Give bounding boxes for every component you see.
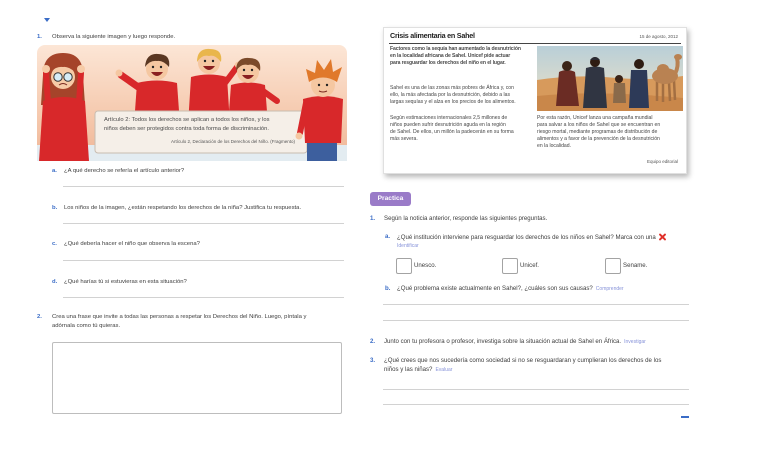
article-citation: Artículo 2, Declaración de los Derechos del Niño. (Fragmento): [170, 139, 295, 144]
child-4-eye: [251, 69, 253, 71]
boy-pants: [307, 141, 337, 161]
drawing-box[interactable]: [52, 342, 342, 414]
child-4-eye: [243, 69, 245, 71]
question-letter: a.: [385, 233, 391, 240]
news-paragraph-line: ello, la más afectada por la desnutrición, debido a las: [390, 92, 511, 98]
news-lead-line: para resguardar los derechos del niño en el lugar.: [390, 60, 506, 66]
girl-arm: [46, 73, 48, 103]
person-head: [634, 59, 644, 69]
child-body: [613, 83, 626, 103]
girl-hand: [77, 65, 85, 73]
article-text-line: Artículo 2: Todos los derechos se aplican a todos los niños, y los: [104, 117, 270, 123]
option-label: Unicef.: [520, 262, 539, 269]
answer-line[interactable]: [63, 260, 344, 261]
question-text: ¿A qué derecho se refería el artículo anterior?: [64, 168, 185, 174]
skill-label: Comprender: [595, 286, 624, 292]
child-2-eye: [152, 66, 154, 68]
question-letter: c.: [52, 241, 57, 247]
answer-line[interactable]: [383, 389, 689, 390]
news-lead-line: Factores como la sequía han aumentado la desnutrición: [390, 46, 521, 52]
practice-1-number: 1.: [370, 215, 376, 222]
option-checkbox-unesco[interactable]: [396, 258, 412, 274]
girl-figure: [39, 53, 89, 161]
answer-line[interactable]: [383, 320, 689, 321]
answer-line[interactable]: [63, 186, 344, 187]
woman-head: [562, 61, 572, 71]
question-text: ¿Qué harías tú si estuvieras en esta situación?: [64, 279, 187, 285]
news-lead-line: en la localidad africana de Sahel. Unicef pide actuar: [390, 53, 511, 59]
skill-label-row: [397, 242, 419, 250]
question-b-row: [397, 285, 624, 293]
boy-eye: [326, 84, 328, 86]
news-paragraph-line: alimentos y a favor de la prevención de la desnutrición: [537, 136, 660, 142]
child-head: [615, 75, 623, 83]
option-label: Sename.: [623, 262, 648, 269]
question-text: ¿Qué debería hacer el niño que observa la escena?: [64, 241, 200, 247]
article-text-line: niños deben ser protegidos contra toda forma de discriminación.: [104, 126, 269, 132]
boy-eye: [318, 84, 320, 86]
question-text: Los niños de la imagen, ¿están respetando los derechos de la niña? Justifica tu respuesta.: [64, 205, 302, 211]
activity-1-number: 1.: [37, 34, 42, 40]
news-paragraph-line: para salvar a los niños de Sahel que se encuentran en: [537, 122, 661, 128]
girl-arm: [79, 73, 81, 103]
boy-hand: [296, 133, 303, 140]
person-robe: [629, 70, 649, 108]
news-paragraph-line: niños pueden sufrir desnutrición aguda en la región: [390, 122, 506, 128]
question-letter: b.: [52, 205, 58, 211]
practice-2-text: Junto con tu profesora o profesor, investiga sobre la situación actual de Sahel en África.: [384, 338, 622, 345]
girl-body: [39, 97, 89, 161]
answer-line[interactable]: [63, 297, 344, 298]
news-title: Crisis alimentaria en Sahel: [390, 31, 475, 40]
page-end-marker: [681, 416, 689, 418]
question-text: ¿Qué problema existe actualmente en Sahel?, ¿cuáles son sus causas?: [397, 285, 593, 292]
practice-3-text-line: ¿Qué crees que nos sucedería como sociedad si no se resguardaran y cumplieran los derechos de los: [384, 357, 662, 364]
question-text: ¿Qué institución interviene para resguardar los derechos de los niños en Sahel? Marca con una: [397, 234, 656, 241]
man-robe: [583, 67, 607, 109]
news-credit: Equipo editorial: [646, 159, 678, 164]
girl-glasses-lens: [54, 73, 62, 81]
news-paragraph-line: largas sequías y el alza en los precios de los alimentos.: [390, 99, 516, 105]
camel-head: [674, 54, 682, 60]
girl-glasses-lens: [64, 73, 72, 81]
triangle-down-icon: [44, 18, 50, 22]
practice-3-number: 3.: [370, 357, 376, 364]
news-date: 15 de agosto, 2012: [639, 34, 678, 39]
news-paragraph-line: Por esta razón, Unicef lanza una campaña mundial: [537, 115, 653, 121]
news-paragraph-line: Según estimaciones internacionales 2,5 millones de: [390, 115, 508, 121]
activity-2-text-line: adórnala como tú quieras.: [52, 323, 121, 329]
option-checkbox-unicef[interactable]: [502, 258, 518, 274]
question-letter: b.: [385, 285, 391, 292]
sahel-photo: [537, 46, 683, 111]
red-x-mark-icon: [659, 233, 666, 240]
news-paragraph-line: Sahel es una de las zonas más pobres de África y, con: [390, 85, 514, 91]
news-title-rule: [389, 43, 681, 44]
activity-2-number: 2.: [37, 314, 42, 320]
practice-2-row: [384, 338, 646, 346]
boy-body: [303, 96, 343, 143]
practice-1-instruction: Según la noticia anterior, responde las siguientes preguntas.: [384, 215, 548, 222]
practice-badge: Practica: [370, 192, 411, 206]
child-3-eye: [204, 60, 206, 62]
question-a-row: [397, 233, 666, 242]
option-checkbox-sename[interactable]: [605, 258, 621, 274]
practice-2-number: 2.: [370, 338, 376, 345]
news-paragraph-line: más severa.: [390, 136, 418, 142]
question-letter: a.: [52, 168, 57, 174]
child-2-eye: [160, 66, 162, 68]
answer-line[interactable]: [383, 304, 689, 305]
answer-line[interactable]: [383, 404, 689, 405]
practice-3-text-line: niños y las niñas?: [384, 366, 433, 373]
news-paragraph-line: en la localidad.: [537, 143, 571, 149]
answer-line[interactable]: [63, 223, 344, 224]
camel-hump: [657, 64, 669, 74]
activity-1-instruction: Observa la siguiente imagen y luego responde.: [52, 34, 176, 40]
skill-label: Investigar: [624, 339, 646, 345]
child-3-eye: [212, 60, 214, 62]
activity-2-text-line: Crea una frase que invite a todas las personas a respetar los Derechos del Niño. Luego, píntala y: [52, 314, 307, 320]
skill-label: Identificar: [397, 243, 419, 249]
practice-3-row: [384, 366, 452, 374]
news-card: [383, 27, 687, 174]
skill-label: Evaluar: [435, 367, 453, 373]
news-paragraph-line: de Sahel. De ellos, un millón la padecerán en su forma: [390, 129, 514, 135]
question-letter: d.: [52, 279, 58, 285]
child-2-hand: [116, 70, 123, 77]
girl-hand: [42, 65, 50, 73]
option-label: Unesco.: [414, 262, 437, 269]
news-paragraph-line: riesgo mortal, mediante programas de distribución de: [537, 129, 658, 135]
